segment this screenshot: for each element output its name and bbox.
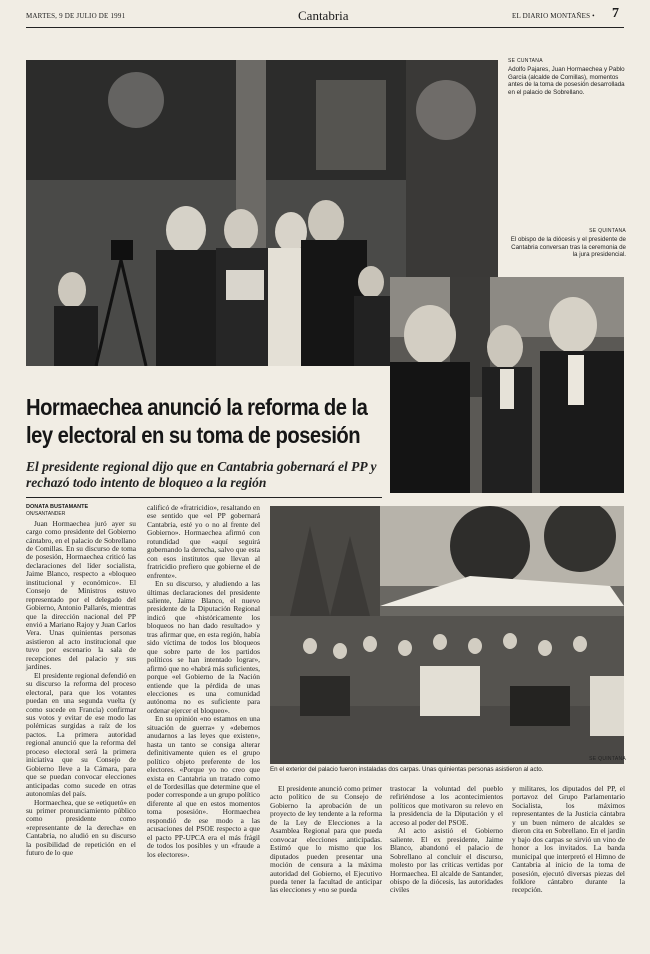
right-photo-credit: SE QUINTANA [589,228,626,234]
article-headline: Hormaechea anunció la reforma de la ley electoral en su toma de posesión [26,394,368,448]
bottom-photo [270,506,624,764]
paragraph: El presidente regional defendió en su discurso la reforma del proceso electoral, para que los votantes puedan en una segunda vuelta (y como sucede en Francia) confirmar sus votos y evitar de ese modo las polémicas surgidas a raíz de los pactos. La primera autoridad regional anunció que la reforma del proceso electoral será la primera iniciativa que su Consejo de Gobierno lleve a la Cámara, para que se puedan convocar elecciones anticipadas como sucede en otras autonomías del país. [26,670,136,799]
paper-name: EL DIARIO MONTAÑES • [512,12,595,20]
top-photo-caption-text: Adolfo Pajares, Juan Hormaechea y Pablo García (alcalde de Comillas), momentos antes de la toma de posesión desarrollada en el palacio de Sobrellano. [508,66,625,96]
byline-name: DONATA BUSTAMANTE [26,504,89,510]
bottom-photo-credit [580,756,626,764]
paragraph: En su discurso, y aludiendo a las últimas declaraciones del presidente saliente, Jaime Blanco, el nuevo presidente de la Diputación Regional indicó que «históricamente los bloqueos no han dado resultado» y tras afirmar que, en esta región, había sido víctima de todos los bloqueos que sobre parte de los partidos políticos se han intentado lograr», afirmó que no «habrá más suficientes, porque «el Gobierno de la Nación entiende que la pérdida de unas elecciones es una comunidad autónoma no es suficiente para ordenar ejercer el bloqueo». [147,579,260,715]
paragraph: En su opinión «no estamos en una situación de guerra» y «debemos anudarnos a las leyes que existen», hasta un tanto se consiga alterar definitivamente quien es el grupo político objeto preferente de los electores. «Porque yo no creo que exista en Cantabria un tratado como el de Tordesillas que determine que el poder corresponde a un grupo político diferente al que en estos momentos toma posesión». Hormaechea respondió de ese modo a las acusaciones del PSOE respecto a que el pacto PP-UPCA era el más frágil de todos los posibles y un «fraude a los electores». [147,714,260,859]
palace-garden-photo-illustration [270,506,624,764]
article-column-2 [147,504,260,859]
article-column-3 [270,785,382,895]
paragraph: Hormaechea, que se «etiquetó» en su primer pronunciamiento público como presidente como «representante de la derecha» en Cantabria, no aludió en su discurso la posibilidad de repetición en el futuro de lo que [26,797,136,858]
article-column-5 [512,785,625,895]
article-subhead: El presidente regional dijo que en Cantabria gobernará el PP y rechazó todo intento de bloqueo a la región [26,459,377,490]
right-photo [390,277,624,493]
header-date: MARTES, 9 DE JULIO DE 1991 [26,12,126,20]
page-number: 7 [612,6,619,21]
paragraph: Juan Hormaechea juró ayer su cargo como presidente del Gobierno cántabro, en el palacio de Sobrellano de Comillas. En su discurso de toma de posesión, Hormaechea criticó las declaraciones del líder socialista, Jaime Blanco, respecto a «bloqueo institucional y económico». El Consejo de Ministros estuvo representado por el delegado del Gobierno, Antonio Pallarés, mientras que la dirección nacional del PP envió a Mariano Rajoy y Juan Carlos Vera. Unas quinientas personas asistieron al acto institucional que tuvo por escenario la sala de recepciones del palacio y sus jardines. [26,518,137,672]
header-rule [26,27,624,28]
paragraph: El presidente anunció como primer acto político de su Consejo de Gobierno la aprobación de un proyecto de ley tendente a la reforma de la Ley de Elecciones a la Asamblea Regional para que pueda convocar elecciones anticipadas. Estimó que lo mismo que los diputados pueden presentar una moción de censura a la máxima autoridad del Gobierno, el Ejecutivo pueda tener la facultad de anticipar las elecciones y «no se pueda [270,784,382,895]
article-column-4 [390,785,503,895]
bottom-photo-caption-text: En el exterior del palacio fueron instaladas dos carpas. Unas quinientas personas asistieron al acto. [270,766,544,773]
paragraph: calificó de «fratricidio», resaltando en ese sentido que «el PP gobernará Cantabria, esté yo o no al frente del Gobierno». Hormaechea afirmó con rotundidad que «aquí seguirá gobernando la derecha, salvo que esta con esos institutos que llevan al fratricidio prefiero que gobierne el de enfrente». [147,503,260,580]
top-photo-credit: SE CUNTANA [508,58,543,64]
paragraph: Al acto asistió el Gobierno saliente. El ex presidente, Jaime Blanco, abandonó el palacio de Sobrellano al concluir el discurso, molesto por las críticas vertidas por Hormaechea. El alcalde de Santander, obispo de la diócesis, las autoridades civiles [390,826,503,895]
right-photo-caption-text: El obispo de la diócesis y el presidente de Cantabria conversan tras la ceremonia de la jura presidencial. [510,236,626,259]
header-section: Cantabria [298,8,349,23]
header-paper-name [512,12,595,20]
top-photo-caption [508,58,628,96]
right-photo-caption [508,228,626,259]
paragraph: y militares, los diputados del PP, el portavoz del Grupo Parlamentario Socialista, los máximos representantes de la Justicia cántabra y un buen número de alcaldes se dieron cita en Sobrellano. En el jardín y bajo dos carpas se sirvió un vino de honor a los invitados. La banda municipal que interpretó el Himno de Cantabria al inicio de la toma de posesión, ejecutó diversas piezas del folklore cántabro durante la recepción. [512,784,625,895]
byline-place: ON/SANTANDER [26,510,66,517]
subhead-rule [26,497,382,498]
bottom-photo-caption [270,766,626,773]
bottom-photo-credit-text: SE QUINTANA [589,756,626,762]
bishop-president-photo-illustration [390,277,624,493]
paragraph: trastocar la voluntad del pueblo refiriéndose a los acontecimientos políticos que motivaron su relevo en la presidencia de la Diputación y el acceso al poder del PSOE. [390,784,503,827]
article-column-1 [26,504,136,858]
